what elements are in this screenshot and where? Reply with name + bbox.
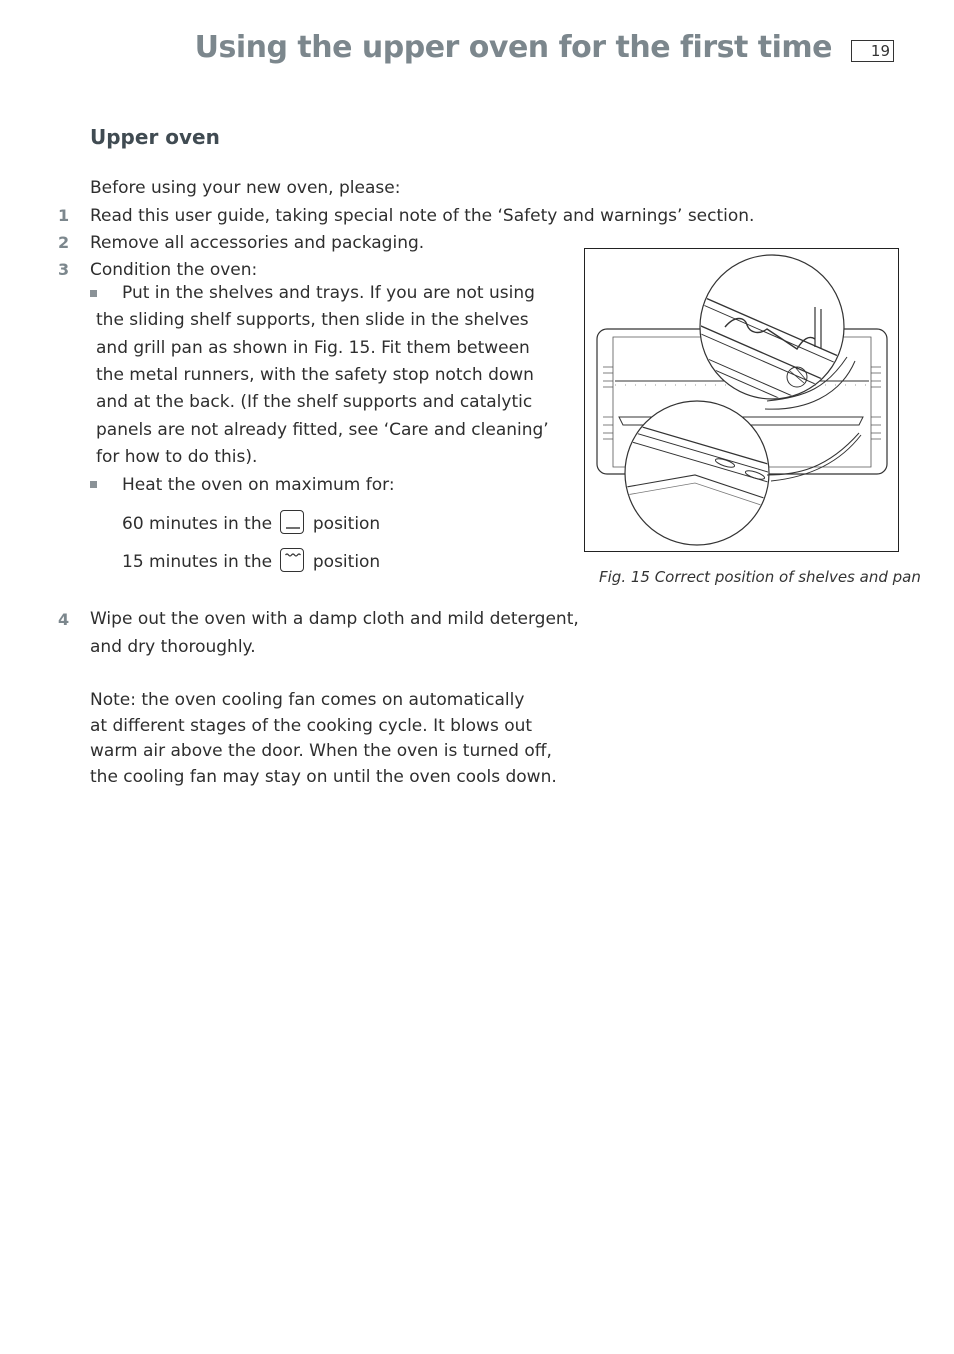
heat-row-bake — [122, 512, 380, 536]
oven-shelves-illustration — [585, 249, 898, 551]
bullet-line: the sliding shelf supports, then slide in the shelves — [96, 310, 529, 331]
bullet-line: the metal runners, with the safety stop notch down — [96, 364, 534, 385]
note-line: warm air above the door. When the oven is turned off, — [90, 741, 552, 762]
figure-caption: Fig. 15 Correct position of shelves and pan — [599, 568, 921, 586]
note-line: at different stages of the cooking cycle. It blows out — [90, 715, 533, 736]
bullet-marker — [90, 481, 97, 488]
bullet-line: panels are not already fitted, see ‘Care and cleaning’ — [96, 419, 549, 440]
step-number: 4 — [58, 610, 70, 629]
page-title: Using the upper oven for the first time — [194, 30, 832, 65]
section-heading: Upper oven — [90, 125, 220, 149]
oven-shelves-figure — [584, 248, 899, 552]
note-line: the cooling fan may stay on until the oven cools down. — [90, 766, 557, 787]
bake-mode-icon — [280, 510, 304, 534]
heat-row-text: position — [312, 514, 381, 534]
note-line: Note: the oven cooling fan comes on automatically — [90, 690, 525, 710]
bullet-first-line: Put in the shelves and trays. If you are not using — [122, 283, 535, 303]
step-number: 1 — [58, 206, 70, 225]
bullet-line: and grill pan as shown in Fig. 15. Fit them between — [96, 337, 530, 358]
bullet-marker — [90, 290, 97, 297]
step-text: Read this user guide, taking special note of the ‘Safety and warnings’ section. — [90, 206, 755, 226]
heat-row-text: position — [312, 552, 381, 572]
heat-row-text: 15 minutes in the — [122, 552, 273, 572]
bullet-line: for how to do this). — [96, 446, 258, 467]
grill-mode-icon — [280, 548, 304, 572]
step-number: 3 — [58, 260, 70, 279]
step-text: Remove all accessories and packaging. — [90, 233, 425, 253]
step-text: Condition the oven: — [90, 260, 258, 280]
bullet-line: and at the back. (If the shelf supports and catalytic — [96, 392, 533, 413]
page-number: 19 — [851, 40, 894, 62]
bullet-text: Heat the oven on maximum for: — [122, 475, 395, 495]
heat-row-text: 60 minutes in the — [122, 514, 273, 534]
heat-row-grill — [122, 550, 380, 574]
step-text: Wipe out the oven with a damp cloth and mild detergent, — [90, 609, 579, 629]
step-text: and dry thoroughly. — [90, 637, 256, 657]
step-number: 2 — [58, 233, 70, 252]
intro-text: Before using your new oven, please: — [90, 178, 401, 198]
